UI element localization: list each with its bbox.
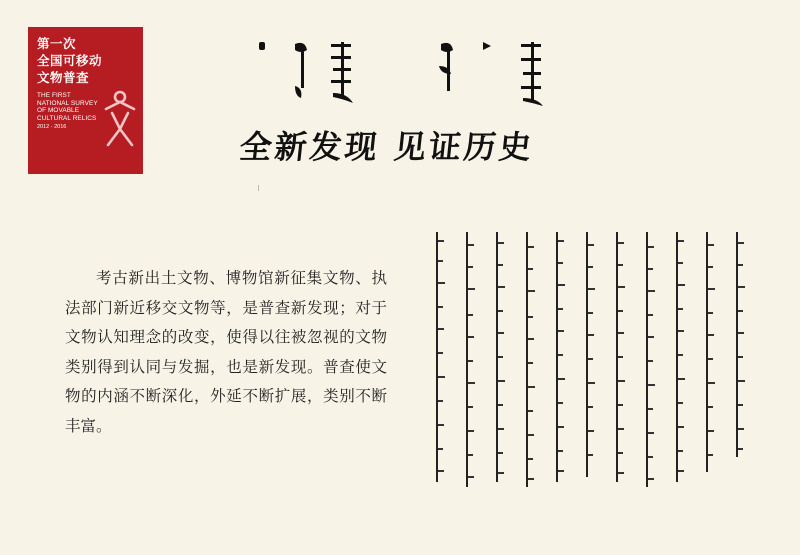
logo-en-line-4: CULTURAL RELICS: [37, 114, 97, 122]
body-paragraph: 考古新出土文物、博物馆新征集文物、执法部门新近移交文物等，是普查新发现；对于文物认知理念的改变，使得以往被忽视的文物类别得到认同与发掘，也是新发现。普查使文物的内涵不断深化，外延不断扩展，类别不断丰富。: [65, 269, 387, 435]
mongolian-script-title: [255, 38, 555, 108]
logo-en-line-1: THE FIRST: [37, 92, 71, 99]
logo-chinese-title: [37, 35, 143, 86]
logo-en-line-3: OF MOVABLE: [37, 107, 80, 115]
logo-cn-line-1: 第一次: [37, 36, 77, 51]
logo-years: 2012 - 2016: [37, 124, 67, 131]
survey-logo: [28, 27, 143, 174]
logo-en-line-2: NATIONAL SURVEY: [37, 99, 98, 107]
survey-emblem-icon: [102, 89, 138, 149]
divider-tick: [258, 185, 259, 191]
page-title: 全新发现 见证历史: [237, 128, 536, 166]
mongolian-vertical-text: [420, 230, 750, 505]
logo-cn-line-2: 全国可移动: [37, 53, 103, 68]
logo-cn-line-3: 文物普查: [37, 70, 90, 85]
